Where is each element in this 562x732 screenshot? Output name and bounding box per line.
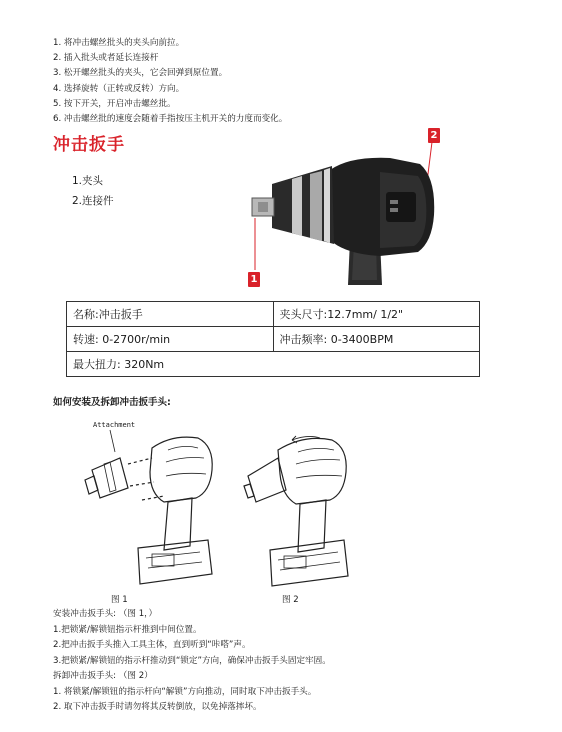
callout-1-badge: 1	[248, 272, 260, 287]
spec-table	[66, 301, 480, 377]
section-title: 冲击扳手	[53, 135, 125, 155]
spec-speed: 转速: 0-2700r/min	[67, 327, 274, 352]
step-item: 5. 按下开关，开启冲击螺丝批。	[53, 98, 176, 109]
step-item: 6. 冲击螺丝批的速度会随着手指按压主机开关的力度而变化。	[53, 114, 288, 125]
spec-chuck-size: 夹头尺寸:12.7mm/ 1/2"	[273, 302, 480, 327]
figure-2-caption: 图 2	[282, 595, 299, 605]
instruction-list	[53, 607, 331, 716]
impact-wrench-photo	[230, 120, 450, 295]
instruction-line: 拆卸冲击扳手头: （图 2）	[53, 671, 153, 681]
callout-2-badge: 2	[428, 128, 440, 143]
instruction-line: 1.把锁紧/解锁钮指示杆推到中间位置。	[53, 624, 202, 635]
spec-max-torque: 最大扭力: 320Nm	[67, 352, 480, 377]
install-heading: 如何安装及拆卸冲击扳手头:	[53, 397, 171, 408]
spec-name: 名称:冲击扳手	[67, 302, 274, 327]
attachment-label: Attachment	[93, 421, 136, 429]
spec-row	[67, 302, 480, 327]
spec-impact-rate: 冲击频率: 0-3400BPM	[273, 327, 480, 352]
figure-1-drawing	[80, 428, 220, 593]
figure-1-caption: 图 1	[111, 595, 128, 605]
figure-2-drawing	[242, 428, 372, 593]
spec-row	[67, 327, 480, 352]
instruction-line: 2.把冲击扳手头推入工具主体，直到听到“咔嗒”声。	[53, 640, 251, 650]
instruction-line: 3.把锁紧/解锁钮的指示杆推动到“锁定”方向，确保冲击扳手头固定牢固。	[53, 655, 331, 666]
step-item: 2. 插入批头或者延长连接杆	[53, 53, 159, 64]
instruction-line: 1. 将锁紧/解锁钮的指示杆向“解锁”方向推动，同时取下冲击扳手头。	[53, 686, 317, 697]
instruction-line: 安装冲击扳手头: （图 1，）	[53, 609, 158, 619]
parts-list	[72, 171, 114, 211]
step-item: 1. 将冲击螺丝批头的夹头向前拉。	[53, 38, 185, 48]
step-list	[53, 36, 287, 127]
instruction-line: 2. 取下冲击扳手时请勿将其反转倒放，以免掉落摔坏。	[53, 702, 262, 712]
step-item: 4. 选择旋转（正转或反转）方向。	[53, 83, 185, 94]
spec-row	[67, 352, 480, 377]
step-item: 3. 松开螺丝批头的夹头，它会回弹到原位置。	[53, 68, 228, 79]
part-label-connector: 2.连接件	[72, 195, 114, 207]
part-label-chuck: 1.夹头	[72, 175, 104, 187]
